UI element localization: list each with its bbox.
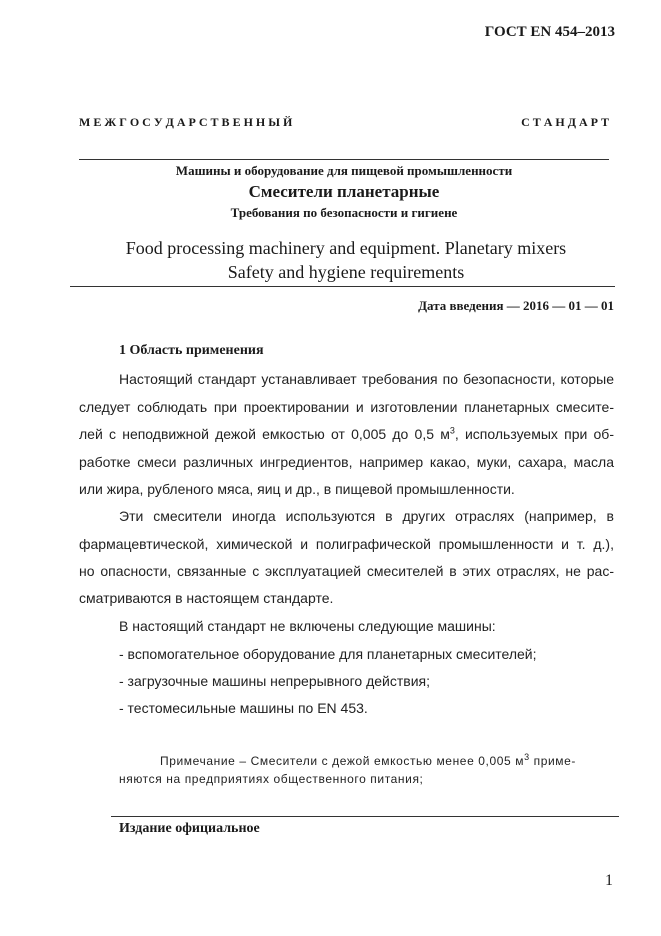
standard-type-heading (79, 115, 609, 130)
title-ru-subtitle: Требования по безопасности и гигиене (230, 205, 458, 220)
paragraph-text: , используемых при об- (454, 426, 614, 442)
paragraph-line: работке смеси различных ингредиентов, например какао, муки, сахара, масла (79, 454, 614, 470)
edition-label: Издание официальное (119, 821, 260, 836)
title-ru-category: Машины и оборудование для пищевой промышленности (175, 163, 513, 178)
standard-type-word2: С Т А Н Д А Р Т (521, 115, 609, 129)
standard-type-word1: М Е Ж Г О С У Д А Р С Т В Е Н Н Ы Й (79, 115, 293, 129)
page-number: 1 (605, 872, 613, 889)
paragraph-line: сматриваются в настоящем стандарте. (79, 590, 334, 606)
note-text: приме- (529, 754, 577, 768)
document-code: ГОСТ EN 454–2013 (484, 24, 615, 40)
superscript: 3 (524, 752, 530, 762)
list-item: - вспомогательное оборудование для планетарных смесителей; (119, 646, 537, 662)
list-item: - загрузочные машины непрерывного действия; (119, 673, 431, 689)
paragraph-text: лей с неподвижной дежой емкостью от 0,005 до 0,5 м (79, 426, 450, 442)
paragraph-line: Настоящий стандарт устанавливает требования по безопасности, которые (119, 371, 614, 387)
paragraph-line (79, 426, 614, 442)
title-divider (79, 159, 609, 160)
list-item: - тестомесильные машины по EN 453. (119, 700, 368, 716)
footer-divider (111, 816, 619, 817)
note-line (160, 754, 576, 768)
title-en-line2: Safety and hygiene requirements (227, 262, 465, 282)
note-line: няются на предприятиях общественного питания; (119, 772, 424, 786)
introduction-date: Дата введения — 2016 — 01 — 01 (418, 298, 614, 313)
paragraph-line: следует соблюдать при проектировании и изготовлении планетарных смесите- (79, 399, 614, 415)
title-en-divider (70, 286, 615, 287)
paragraph-line: Эти смесители иногда используются в других отраслях (например, в (119, 508, 614, 524)
title-en-line1: Food processing machinery and equipment. Planetary mixers (125, 238, 567, 258)
paragraph-line: В настоящий стандарт не включены следующие машины: (119, 618, 496, 634)
superscript: 3 (449, 425, 455, 436)
paragraph-line: но опасности, связанные с эксплуатацией смесителей в этих отраслях, не рас- (79, 563, 614, 579)
paragraph-line: или жира, рубленого мяса, яиц и др., в пищевой промышленности. (79, 481, 515, 497)
section-title: 1 Область применения (119, 343, 264, 358)
paragraph-line: фармацевтической, химической и полиграфической промышленности и т. д.), (79, 536, 614, 552)
note-text: Примечание – Смесители с дежой емкостью менее 0,005 м (160, 754, 525, 768)
title-ru-main: Смесители планетарные (248, 182, 440, 201)
